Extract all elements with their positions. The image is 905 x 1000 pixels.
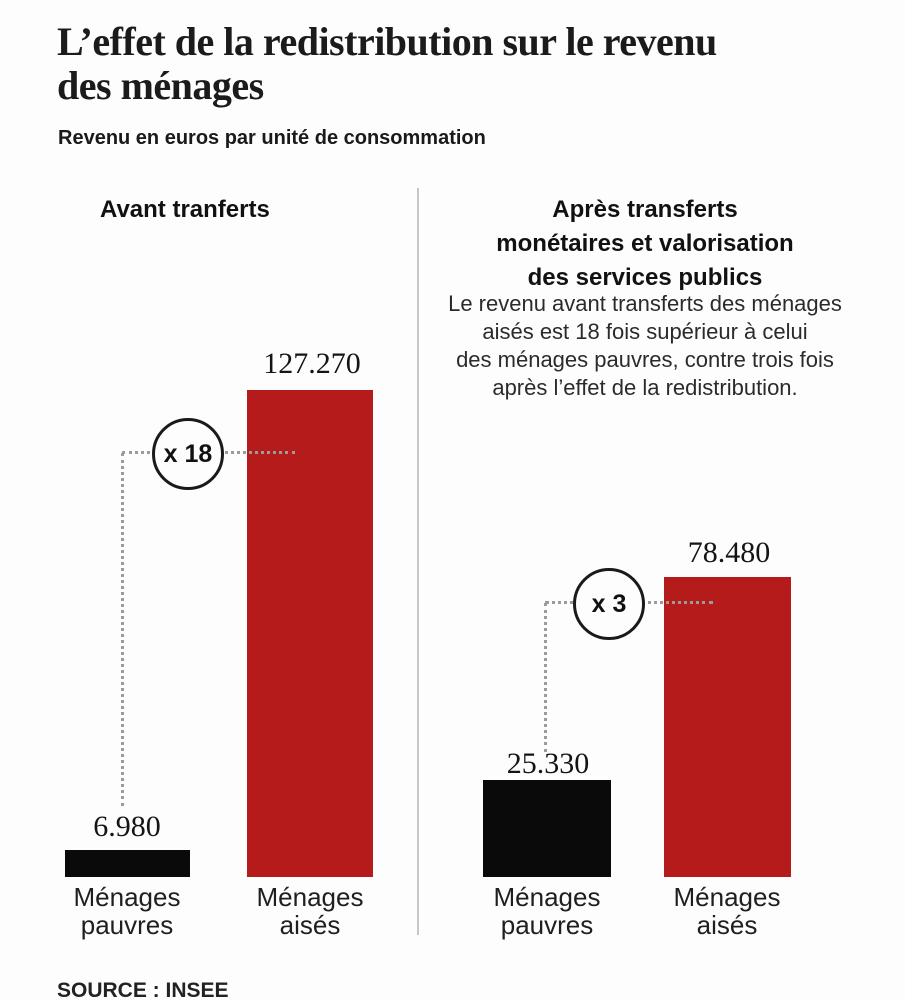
dotted-connector-vertical-left <box>121 453 124 806</box>
annotation-line3: des ménages pauvres, contre trois fois <box>456 347 834 372</box>
chart-title-line2: des ménages <box>57 63 264 108</box>
left-panel-heading: Avant tranferts <box>100 196 270 223</box>
source-credit: SOURCE : INSEE <box>57 979 229 1000</box>
category-label-aises-apres <box>637 883 817 939</box>
right-panel-heading-line2: monétaires et valorisation <box>496 230 794 257</box>
right-panel-heading <box>423 193 867 295</box>
bar-menages-pauvres-apres <box>483 780 611 877</box>
value-label-pauvres-apres: 25.330 <box>506 747 590 780</box>
chart-title-line1: L’effet de la redistribution sur le revenu <box>57 19 717 64</box>
ratio-circle-x3 <box>573 568 645 640</box>
category-label-aises-avant <box>220 883 400 939</box>
category-label-line2: aisés <box>696 910 758 940</box>
right-panel-heading-line1: Après transferts <box>552 196 738 223</box>
annotation-line1: Le revenu avant transferts des ménages <box>448 291 842 316</box>
annotation-line4: après l’effet de la redistribution. <box>492 375 798 400</box>
right-panel-heading-line3: des services publics <box>527 264 763 291</box>
ratio-label-x3: x 3 <box>591 589 627 618</box>
category-label-line2: aisés <box>279 910 341 940</box>
bar-menages-pauvres-avant <box>65 850 190 877</box>
dotted-connector-vertical-right <box>544 603 547 752</box>
bar-menages-aises-avant <box>247 390 373 877</box>
category-label-line2: pauvres <box>80 910 174 940</box>
value-label-aises-avant: 127.270 <box>263 347 361 380</box>
bar-menages-aises-apres <box>664 577 791 877</box>
value-label-pauvres-avant: 6.980 <box>93 810 161 843</box>
right-panel-annotation <box>420 290 870 402</box>
ratio-circle-x18 <box>152 418 224 490</box>
ratio-label-x18: x 18 <box>163 439 213 468</box>
category-label-line2: pauvres <box>500 910 594 940</box>
category-label-line1: Ménages <box>256 882 364 912</box>
chart-subtitle: Revenu en euros par unité de consommation <box>58 127 486 149</box>
category-label-pauvres-avant <box>37 883 217 939</box>
value-label-aises-apres: 78.480 <box>687 536 771 569</box>
chart-title <box>57 20 717 108</box>
panel-divider <box>417 188 419 935</box>
category-label-line1: Ménages <box>73 882 181 912</box>
annotation-line2: aisés est 18 fois supérieur à celui <box>482 319 808 344</box>
category-label-pauvres-apres <box>457 883 637 939</box>
category-label-line1: Ménages <box>673 882 781 912</box>
category-label-line1: Ménages <box>493 882 601 912</box>
